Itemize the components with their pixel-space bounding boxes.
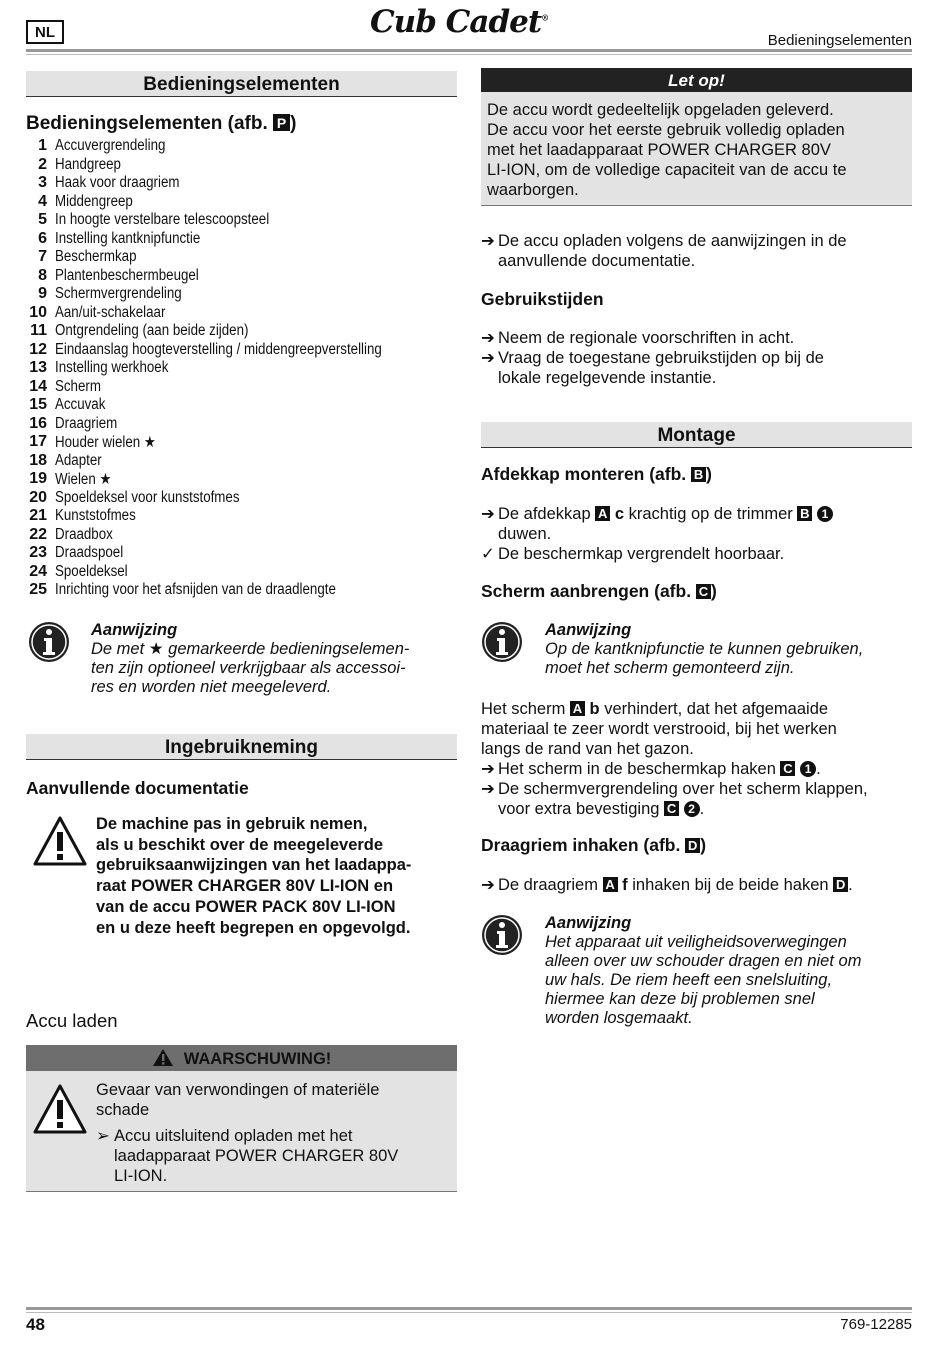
part-label: Schermvergrendeling [55,285,182,303]
warning-body [96,1080,451,1186]
part-number: 6 [38,229,47,247]
figure-ref-box: P [273,114,290,131]
part-label: Adapter [55,451,102,469]
charge-line: De accu opladen volgens de aanwijzingen in de [498,232,847,250]
part-number: 7 [38,248,47,266]
parts-list-item [26,174,466,193]
part-label: Wielen ★ [55,470,112,488]
parts-heading-text: Bedieningselementen (afb. [26,113,268,134]
checkmark-icon: ✓ [481,545,495,563]
ref-box: A [595,506,610,521]
arrow-right-icon: ➔ [481,760,495,778]
note-title: Aanwijzing [545,914,632,932]
note-line: Op de kantknipfunctie te kunnen gebruiken, [545,640,864,658]
letop-line: waarborgen. [487,181,579,199]
parts-list-item [26,489,466,508]
warning-triangle-icon [32,1083,88,1140]
parts-list [26,137,466,600]
parts-list-item [26,470,466,489]
strap-heading: Draagriem inhaken (afb. D ) [481,835,707,855]
charge-instruction [481,231,912,271]
warning-line: en u deze heeft begrepen en opgevolgd. [96,918,411,937]
brand-logo [370,4,548,40]
part-number: 15 [29,396,47,414]
screen-line: materiaal te zeer wordt verstrooid, bij het werken [481,720,837,738]
strap-text: inhaken bij de beide haken [632,876,829,894]
step-number-badge: 1 [800,761,816,777]
arrow-right-icon: ➔ [481,329,495,347]
part-label: Draadspoel [55,544,124,562]
part-label: Spoeldeksel [55,562,128,580]
parts-heading-close: ) [290,113,297,134]
charge-heading: Accu laden [26,1010,118,1031]
note-line: ten zijn optioneel verkrijgbaar als accessoi- [91,659,406,677]
cap-steps [481,504,912,564]
note-line: hiermee kan deze bij problemen snel [545,990,815,1008]
part-number: 23 [29,544,47,562]
part-number: 20 [29,488,47,506]
header-rule [26,49,912,52]
screen-step: De schermvergrendeling over het scherm klappen, [498,780,868,798]
arrow-right-icon: ➔ [481,349,495,367]
parts-list-item [26,137,466,156]
part-label: Handgreep [55,155,121,173]
part-number: 18 [29,451,47,469]
note-line: Het apparaat uit veiligheidsoverwegingen [545,933,847,951]
cap-check: De beschermkap vergrendelt hoorbaar. [498,545,785,563]
language-badge: NL [26,20,64,44]
use-item: lokale regelgevende instantie. [498,369,717,387]
warning-small-icon [152,1048,174,1076]
parts-list-item [26,156,466,175]
screen-line: langs de rand van het gazon. [481,740,694,758]
ref-box: C [664,801,679,816]
part-label: Accuvak [55,396,106,414]
part-label: Instelling werkhoek [55,359,169,377]
letop-header: Let op! [481,68,912,92]
arrow-right-icon: ➔ [481,876,495,894]
warning-body-line: schade [96,1101,150,1119]
warning-box-header [26,1045,457,1071]
footer-rule [26,1307,912,1310]
note-aanwijzing-3 [545,914,911,1028]
part-number: 8 [38,266,47,284]
screen-body: Het scherm A b verhindert, dat het afgemaaide materiaal te zeer wordt verstrooid, bij het werken langs de rand van het gazon. ➔ Het scherm in de beschermkap haken C 1 . ➔ De schermvergrendeling over het scherm klappen, voor extra bevestiging C 2 . [481,699,912,819]
part-number: 5 [38,211,47,229]
chevron-right-icon: ➢ [96,1127,110,1145]
letop-line: De accu voor het eerste gebruik volledig opladen [487,121,845,139]
parts-list-item [26,267,466,286]
part-label: Plantenbeschermbeugel [55,266,199,284]
letop-line: met het laadapparaat POWER CHARGER 80V [487,141,831,159]
ref-letter: b [589,700,600,718]
ref-box: A [603,877,618,892]
strap-step: ➔ De draagriem A f inhaken bij de beide haken D . [481,876,853,894]
warning-line: als u beschikt over de meegeleverde [96,835,384,854]
screen-step: Het scherm in de beschermkap haken [498,760,776,778]
part-label: Spoeldeksel voor kunststofmes [55,488,240,506]
part-number: 13 [29,359,47,377]
parts-list-item [26,396,466,415]
brand-mark: ® [541,12,549,23]
parts-list-item [26,452,466,471]
use-item: Vraag de toegestane gebruikstijden op bij de [498,349,824,367]
strap-text: De draagriem [498,876,598,894]
charge-line: aanvullende documentatie. [498,252,696,270]
warning-bullet [96,1126,451,1186]
ref-box: C [780,761,795,776]
screen-heading: Scherm aanbrengen (afb. C ) [481,581,717,601]
brand-name: Cub Cadet [370,4,542,40]
figure-ref-box: C [696,584,711,599]
note-title: Aanwijzing [545,621,632,639]
warning-bullet-line: LI-ION. [114,1167,168,1185]
section-bar-montage: Montage [481,422,912,448]
parts-list-item [26,581,466,600]
part-number: 3 [38,174,47,192]
parts-list-item [26,322,466,341]
part-label: Draagriem [55,414,118,432]
parts-list-item [26,359,466,378]
part-label: Beschermkap [55,248,137,266]
parts-list-item [26,230,466,249]
warning-body-line: Gevaar van verwondingen of materiële [96,1081,380,1099]
note-title: Aanwijzing [91,621,178,639]
part-number: 22 [29,525,47,543]
parts-list-item [26,285,466,304]
warning-triangle-icon [32,815,88,872]
warning-label: WAARSCHUWING! [183,1050,332,1068]
parts-list-item [26,304,466,323]
note-line: De met ★ gemarkeerde bedieningselemen- [91,640,410,658]
part-number: 16 [29,414,47,432]
figure-ref-box: B [691,467,706,482]
part-label: Kunststofmes [55,507,136,525]
note-line: moet het scherm gemonteerd zijn. [545,659,795,677]
doc-heading: Aanvullende documentatie [26,778,249,798]
info-icon [28,621,70,668]
part-number: 9 [38,285,47,303]
figure-ref-box: D [685,838,700,853]
parts-list-item [26,507,466,526]
screen-text: Het scherm [481,700,566,718]
warning-bullet-line: Accu uitsluitend opladen met het [114,1127,353,1145]
header-rule-thin [26,54,912,55]
parts-list-item [26,341,466,360]
warning-line: De machine pas in gebruik nemen, [96,815,368,833]
use-heading: Gebruikstijden [481,289,604,309]
warning-text-block [96,814,461,938]
part-label: Inrichting voor het afsnijden van de draadlengte [55,581,336,599]
step-number-badge: 2 [684,801,700,817]
letop-line: LI-ION, om de volledige capaciteit van de accu te [487,161,847,179]
strap-heading-text: Draagriem inhaken (afb. [481,835,681,855]
use-list [481,328,912,388]
note-aanwijzing-1 [91,621,461,697]
ref-letter: c [614,505,625,523]
ref-box: A [570,701,585,716]
part-number: 24 [29,562,47,580]
cap-heading-text: Afdekkap monteren (afb. [481,464,687,484]
warning-bullet-line: laadapparaat POWER CHARGER 80V [114,1147,399,1165]
part-label: Ontgrendeling (aan beide zijden) [55,322,249,340]
cap-step-text: De afdekkap [498,505,591,523]
screen-step: voor extra bevestiging [498,800,660,818]
parts-list-item [26,248,466,267]
header-section-title: Bedieningselementen [767,32,912,49]
parts-list-item [26,544,466,563]
part-label: In hoogte verstelbare telescoopsteel [55,211,270,229]
ref-box: B [797,506,812,521]
part-number: 1 [38,137,47,155]
cap-heading: Afdekkap monteren (afb. B ) [481,464,712,484]
parts-list-item [26,378,466,397]
cap-step-end: duwen. [498,525,552,543]
part-label: Accuvergrendeling [55,137,166,155]
note-line: worden losgemaakt. [545,1009,693,1027]
part-number: 25 [29,581,47,599]
part-number: 10 [29,303,47,321]
letop-line: De accu wordt gedeeltelijk opgeladen geleverd. [487,101,834,119]
parts-list-item [26,211,466,230]
info-icon [481,914,523,961]
note-aanwijzing-2 [545,621,911,678]
note-line: res en worden niet meegeleverd. [91,678,332,696]
part-number: 19 [29,470,47,488]
page-number: 48 [26,1315,45,1334]
part-number: 17 [29,433,47,451]
part-number: 12 [29,340,47,358]
part-number: 14 [29,377,47,395]
ref-box: D [833,877,848,892]
note-line: uw hals. De riem heeft een snelsluiting, [545,971,833,989]
letop-body [481,92,912,200]
cap-step-text: krachtig op de trimmer [628,505,793,523]
footer-rule-thin [26,1312,912,1313]
warning-box [26,1045,457,1192]
arrow-right-icon: ➔ [481,780,495,798]
step-number-badge: 1 [817,506,833,522]
screen-text: verhindert, dat het afgemaaide [604,700,829,718]
part-number: 21 [29,507,47,525]
arrow-right-icon: ➔ [481,505,495,523]
warning-line: gebruiksaanwijzingen van het laadappa- [96,856,412,875]
part-label: Scherm [55,377,101,395]
warning-line: van de accu POWER PACK 80V LI-ION [96,897,396,916]
part-number: 2 [38,155,47,173]
part-label: Haak voor draagriem [55,174,180,192]
section-bar-bedieningselementen: Bedieningselementen [26,71,457,97]
parts-list-item [26,193,466,212]
note-line: alleen over uw schouder dragen en niet om [545,952,862,970]
doc-number: 769-12285 [840,1316,912,1333]
part-label: Middengreep [55,192,133,210]
part-number: 11 [30,322,47,340]
warning-line: raat POWER CHARGER 80V LI-ION en [96,877,394,896]
parts-list-item [26,563,466,582]
parts-heading [26,113,296,135]
part-number: 4 [38,192,47,210]
part-label: Houder wielen ★ [55,433,156,451]
part-label: Aan/uit-schakelaar [55,303,166,321]
parts-list-item [26,415,466,434]
parts-list-item [26,433,466,452]
letop-box [481,68,912,206]
arrow-right-icon: ➔ [481,232,495,250]
info-icon [481,621,523,668]
ref-letter: f [622,876,628,894]
part-label: Eindaanslag hoogteverstelling / middengreepverstelling [55,340,382,358]
section-bar-ingebruikneming: Ingebruikneming [26,734,457,760]
screen-heading-text: Scherm aanbrengen (afb. [481,581,692,601]
parts-list-item [26,526,466,545]
part-label: Draadbox [55,525,113,543]
part-label: Instelling kantknipfunctie [55,229,201,247]
use-item: Neem de regionale voorschriften in acht. [498,329,795,347]
